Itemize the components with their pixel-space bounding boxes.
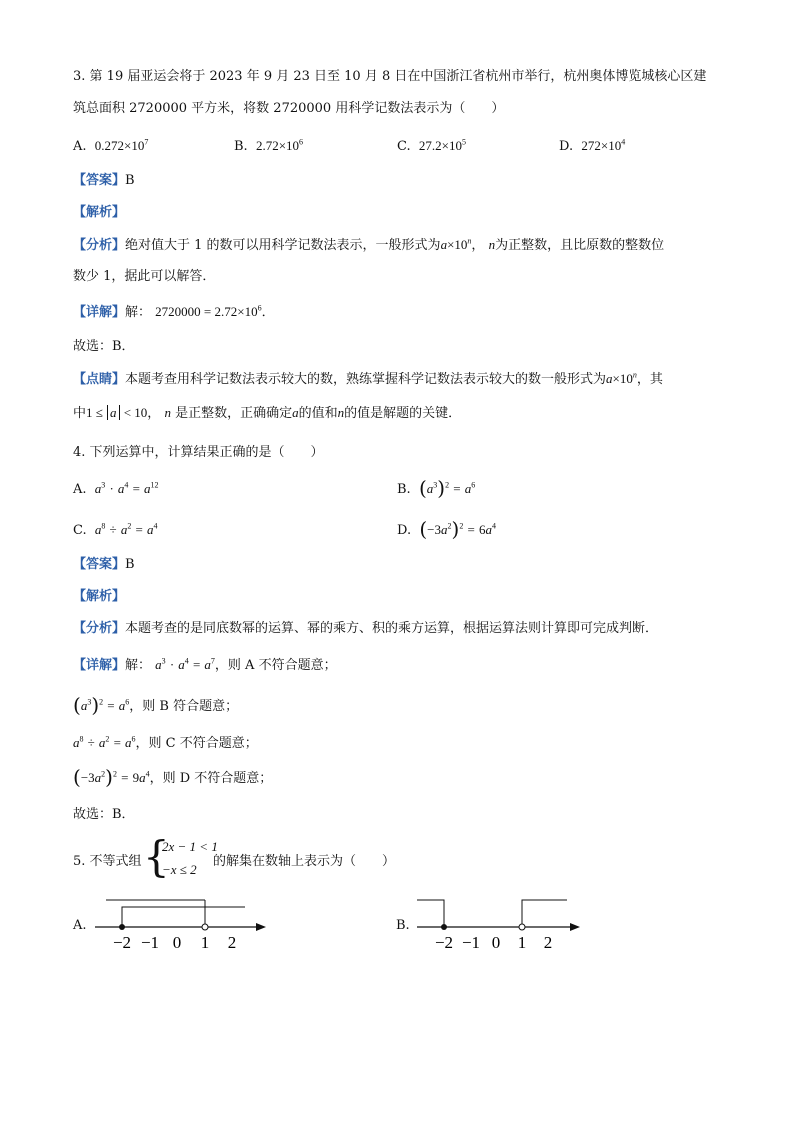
q4-xiangjie-a: 【详解】解： $a^3 \cdot a^4 = a^7$，则 A 不符合题意； <box>73 656 337 673</box>
q3-fenxi-line1: 【分析】绝对值大于 1 的数可以用科学记数法表示，一般形式为$a\times 10^n$， n为正整数，且比原数的整数位 <box>73 236 665 253</box>
q5-option-b-number-line <box>412 893 592 955</box>
q4-xiangjie-b: $(a^3)^2 = a^6$，则 B 符合题意； <box>73 693 239 717</box>
q3-xiangjie: 【详解】解： $2720000 = 2.72\times 10^6$． <box>73 303 275 320</box>
q5-stem-prefix: 5. 不等式组 <box>73 854 142 869</box>
q5-stem-suffix: 的解集在数轴上表示为（ ） <box>213 854 396 869</box>
tick-label: −1 <box>461 933 481 952</box>
q3-option-a: A. $0.272\times 10^7$ <box>73 137 149 154</box>
q4-xiangjie-d: $(-3a^2)^2 = 9a^4$，则 D 不符合题意； <box>73 765 273 789</box>
tick-label: 1 <box>200 933 210 952</box>
q4-option-b: B. $(a^3)^2 = a^6$ <box>397 476 476 500</box>
tick-label: 0 <box>491 933 501 952</box>
q3-option-c: C. $27.2\times 10^5$ <box>397 137 466 154</box>
answer-tag: 【答案】 <box>73 557 126 572</box>
q4-option-a: A. $a^3 \cdot a^4 = a^{12}$ <box>73 480 159 497</box>
q3-guxuan: 故选：B． <box>73 339 135 354</box>
q5-brace: { <box>143 832 170 881</box>
q4-jiexi-tag: 【解析】 <box>73 589 126 604</box>
q4-answer: 【答案】B <box>73 557 135 572</box>
q5-ineq2: −x ≤ 2 <box>162 862 197 877</box>
q5-option-a-number-line <box>90 893 270 955</box>
answer-tag: 【答案】 <box>73 173 126 188</box>
q3-option-d: D. $272\times 10^4$ <box>559 137 626 154</box>
q4-xiangjie-c: $a^8 \div a^2 = a^6$，则 C 不符合题意； <box>73 734 258 751</box>
tick-label: 1 <box>517 933 527 952</box>
tick-label: 2 <box>227 933 237 952</box>
q3-fenxi-line2: 数少 1，据此可以解答． <box>73 269 216 284</box>
q3-jiexi-tag: 【解析】 <box>73 205 126 220</box>
q5-ineq1: 2x − 1 < 1 <box>162 839 218 854</box>
q4-guxuan: 故选：B． <box>73 807 135 822</box>
q4-fenxi: 【分析】本题考查的是同底数幂的运算、幂的乘方、积的乘方运算，根据运算法则计算即可完成判断． <box>73 621 659 636</box>
q3-option-b: B. $2.72\times 10^6$ <box>234 137 304 154</box>
tick-label: −2 <box>434 933 454 952</box>
tick-label: −2 <box>112 933 132 952</box>
q3-dianjing-line2: 中1 ≤ a < 10， n 是正整数，正确确定a的值和n的值是解题的关键． <box>73 405 462 421</box>
tick-label: 0 <box>172 933 182 952</box>
tick-label: −1 <box>140 933 160 952</box>
q3-stem-line2: 筑总面积 2720000 平方米，将数 2720000 用科学记数法表示为（ ） <box>73 101 505 116</box>
q3-answer: 【答案】B <box>73 173 135 188</box>
q4-option-d: D. $(-3a^2)^2 = 6a^4$ <box>397 517 496 541</box>
q4-stem: 4. 下列运算中，计算结果正确的是（ ） <box>73 445 324 460</box>
tick-label: 2 <box>543 933 553 952</box>
q5-option-b-label: B. <box>396 918 410 933</box>
q5-option-a-label: A. <box>73 918 87 933</box>
q3-stem-line1: 3. 第 19 届亚运会将于 2023 年 9 月 23 日至 10 月 8 日在中国浙江省杭州市举行，杭州奥体博览城核心区建 <box>73 69 707 84</box>
q4-option-c: C. $a^8 \div a^2 = a^4$ <box>73 521 158 538</box>
q3-dianjing-line1: 【点睛】本题考查用科学记数法表示较大的数，熟练掌握科学记数法表示较大的数一般形式为$a\times 10^n$，其 <box>73 370 663 387</box>
